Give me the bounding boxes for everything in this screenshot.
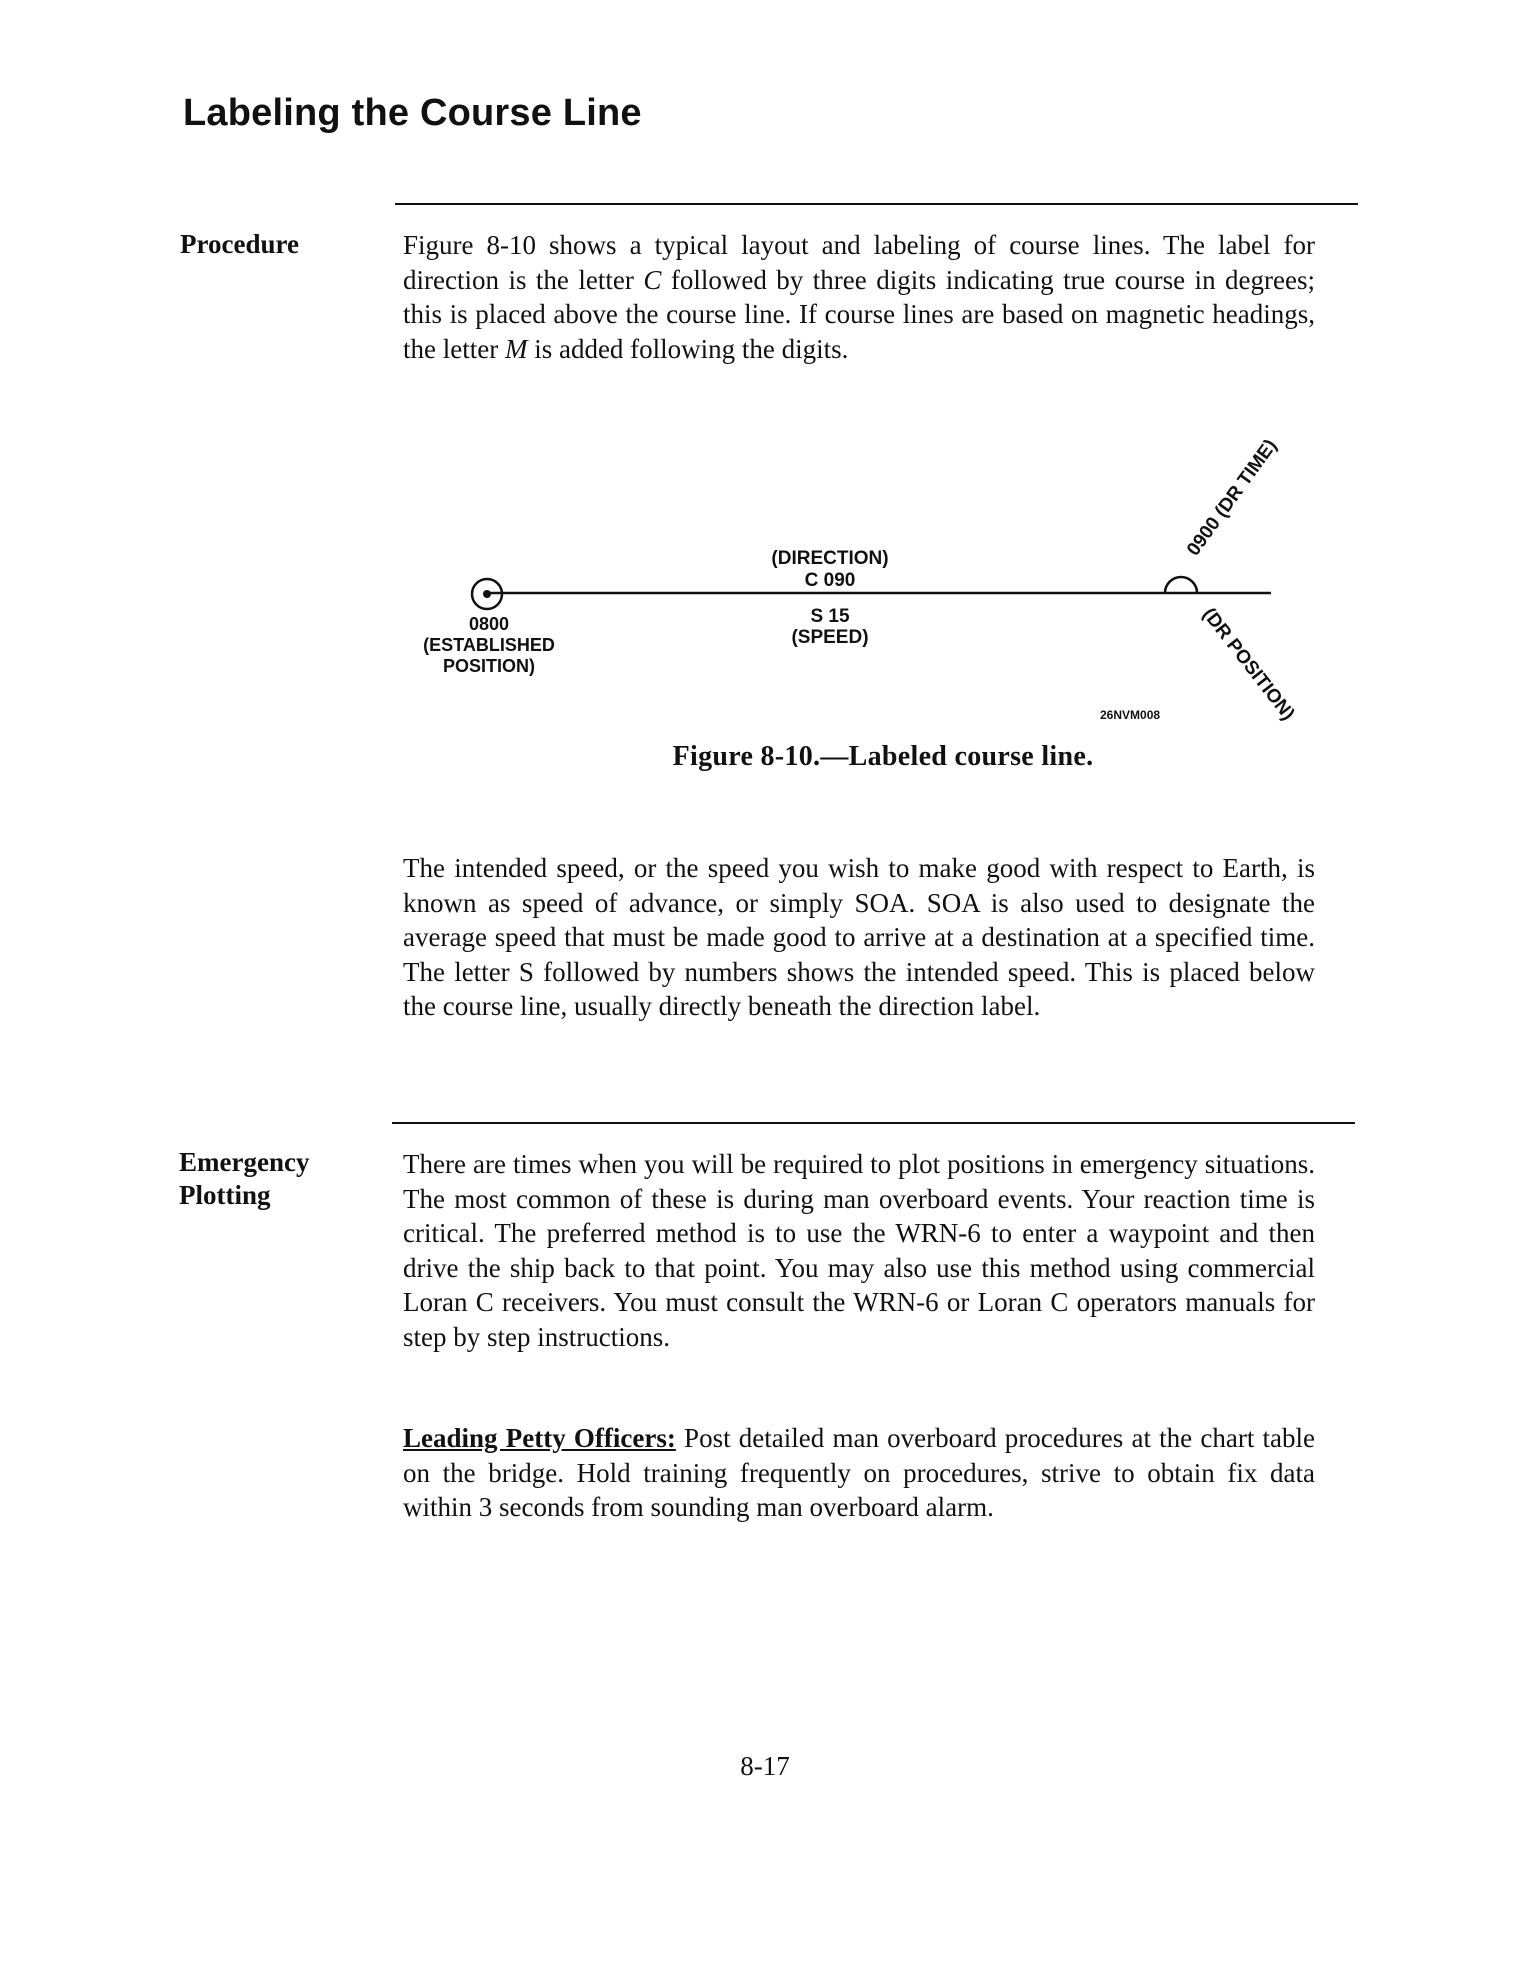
procedure-paragraph-2: The intended speed, or the speed you wish to make good with respect to Earth, is known as speed of advance, or simply SOA. SOA is also used to designate the average speed that must be made good to arrive at a destination at a specified time. The letter S followed by numbers shows the intended speed. This is placed below the course line, usually directly beneath the direction label.: [403, 853, 1315, 1021]
start-time-label: 0800: [468, 614, 510, 634]
dr-position-symbol: [1165, 577, 1197, 593]
lpo-note: [403, 1421, 1315, 1525]
speed-value-label: S 15: [810, 606, 850, 627]
dr-time-label: 0900 (DR TIME): [1183, 435, 1282, 560]
start-position-label-1: (ESTABLISHED: [423, 635, 555, 655]
section-label-emergency: [179, 1146, 309, 1212]
speed-label: (SPEED): [791, 627, 869, 648]
section-label-emergency-line2: Plotting: [179, 1180, 271, 1210]
procedure-paragraph-1: Figure 8-10 shows a typical layout and labeling of course lines. The label for direction is the letter C followed by three digits indicating true course in degrees; this is placed above the course line. If course lines are based on magnetic headings, the letter M is added following the digits.: [403, 230, 1315, 364]
established-position-dot: [483, 590, 491, 598]
course-label: C 090: [804, 570, 856, 591]
page-number: 8-17: [740, 1751, 790, 1781]
section-label-procedure: Procedure: [180, 229, 299, 259]
figure-code: 26NVM008: [1100, 708, 1161, 722]
lpo-note-text: Post detailed man overboard procedures at the chart table on the bridge. Hold training frequently on procedures, strive to obtain fix data within 3 seconds from sounding man overboard alarm.: [403, 1423, 1315, 1522]
course-line-figure: [0, 0, 1530, 740]
direction-label: (DIRECTION): [771, 548, 889, 569]
page-title: Labeling the Course Line: [183, 92, 642, 134]
section-divider-emergency: [392, 1122, 1355, 1124]
section-label-emergency-line1: Emergency: [179, 1147, 310, 1177]
dr-position-label: (DR POSITION): [1198, 604, 1299, 725]
start-position-label-2: POSITION): [442, 656, 536, 676]
lpo-note-label: Leading Petty Officers:: [403, 1423, 676, 1453]
emergency-paragraph: There are times when you will be required to plot positions in emergency situations. The most common of these is during man overboard events. Your reaction time is critical. The preferred method is to use the WRN-6 to enter a waypoint and then drive the ship back to that point. You may also use this method using commercial Loran C receivers. You must consult the WRN-6 or Loran C operators manuals for step by step instructions.: [403, 1149, 1315, 1352]
figure-caption: Figure 8-10.—Labeled course line.: [672, 741, 1094, 772]
